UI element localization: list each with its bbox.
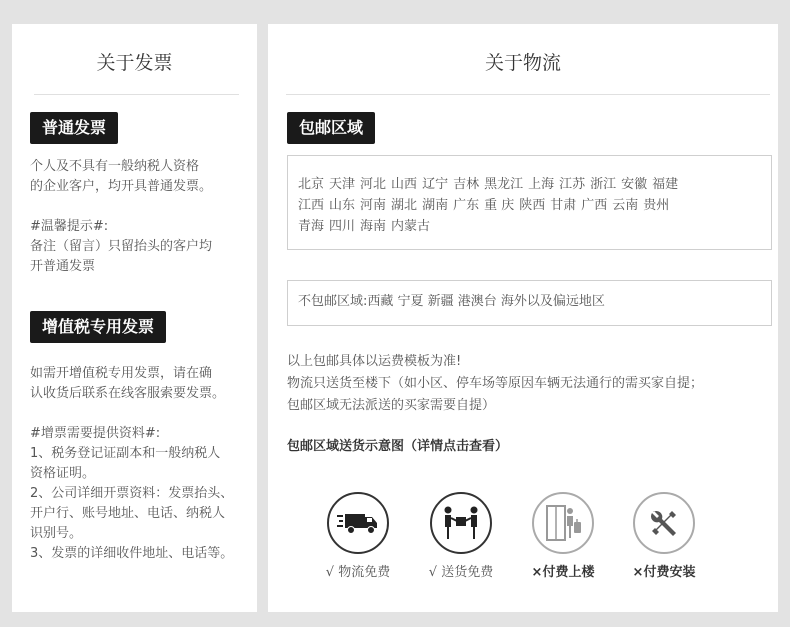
region-name: 浙江 bbox=[590, 177, 617, 192]
region-name: 黑龙江 bbox=[484, 177, 524, 192]
shipping-note-2: 物流只送货至楼下（如小区、停车场等原因车辆无法通行的需买家自提； bbox=[287, 376, 704, 391]
region-name: 贵州 bbox=[643, 198, 670, 213]
elevator-luggage-icon bbox=[532, 492, 594, 554]
shipping-note-1: 以上包邮具体以运费模板为准! bbox=[287, 354, 462, 369]
free-region-box bbox=[287, 155, 772, 250]
vat-invoice-badge: 增值税专用发票 bbox=[30, 311, 166, 343]
region-name: 上海 bbox=[528, 177, 555, 192]
region-name: 江西 bbox=[298, 198, 325, 213]
region-name: 江苏 bbox=[559, 177, 586, 192]
delivery-diagram-link[interactable]: 包邮区域送货示意图（详情点击查看） bbox=[287, 439, 509, 454]
tools-icon bbox=[633, 492, 695, 554]
shipping-note-3: 包邮区域无法派送的买家需要自提） bbox=[287, 398, 496, 413]
paid-upstairs-label: ×付费上楼 bbox=[531, 565, 595, 580]
region-name: 北京 bbox=[298, 177, 325, 192]
region-name: 重 庆 bbox=[484, 198, 515, 213]
tip-desc-1: 备注（留言）只留抬头的客户均 bbox=[30, 239, 213, 254]
delivery-person-icon bbox=[430, 492, 492, 554]
region-name: 陕西 bbox=[519, 198, 546, 213]
region-name: 吉林 bbox=[453, 177, 480, 192]
region-name: 内蒙古 bbox=[391, 219, 431, 234]
tip-desc-2: 开普通发票 bbox=[30, 259, 96, 274]
vat-req-title: #增票需要提供资料#: bbox=[30, 426, 161, 441]
region-name: 天津 bbox=[329, 177, 356, 192]
paid-install-label: ×付费安装 bbox=[632, 565, 696, 580]
free-shipping-badge: 包邮区域 bbox=[287, 112, 375, 144]
vat-req-line-5: 识别号。 bbox=[30, 526, 83, 541]
free-region-list bbox=[298, 174, 683, 237]
normal-invoice-desc-2: 的企业客户，均开具普通发票。 bbox=[30, 179, 213, 194]
region-row bbox=[298, 174, 683, 195]
invoice-panel bbox=[12, 24, 257, 612]
region-name: 广西 bbox=[581, 198, 608, 213]
region-name: 湖南 bbox=[422, 198, 449, 213]
region-name: 四川 bbox=[329, 219, 356, 234]
paid-upstairs-item bbox=[530, 492, 596, 580]
vat-req-line-4: 开户行、账号地址、电话、纳税人 bbox=[30, 506, 226, 521]
region-name: 河南 bbox=[360, 198, 387, 213]
region-name: 甘肃 bbox=[550, 198, 577, 213]
non-free-region-box bbox=[287, 280, 772, 326]
paid-install-item bbox=[631, 492, 697, 580]
vat-req-line-1: 1、税务登记证副本和一般纳税人 bbox=[30, 446, 221, 461]
delivery-free-item bbox=[428, 492, 494, 580]
region-name: 河北 bbox=[360, 177, 387, 192]
logistics-free-item bbox=[325, 492, 391, 580]
logistics-free-label: √ 物流免费 bbox=[325, 565, 391, 580]
region-name: 广东 bbox=[453, 198, 480, 213]
delivery-free-label: √ 送货免费 bbox=[428, 565, 494, 580]
region-name: 湖北 bbox=[391, 198, 418, 213]
non-free-region-text: 不包邮区域:西藏 宁夏 新疆 港澳台 海外以及偏远地区 bbox=[298, 294, 605, 309]
region-row bbox=[298, 195, 683, 216]
region-name: 青海 bbox=[298, 219, 325, 234]
vat-req-line-2: 资格证明。 bbox=[30, 466, 96, 481]
title-divider bbox=[34, 94, 239, 95]
region-row bbox=[298, 216, 683, 237]
invoice-title: 关于发票 bbox=[96, 52, 173, 74]
logistics-title: 关于物流 bbox=[484, 52, 561, 74]
region-name: 安徽 bbox=[621, 177, 648, 192]
vat-req-line-3: 2、公司详细开票资料：发票抬头、 bbox=[30, 486, 234, 501]
truck-icon bbox=[327, 492, 389, 554]
region-name: 辽宁 bbox=[422, 177, 449, 192]
region-name: 福建 bbox=[652, 177, 679, 192]
region-name: 山西 bbox=[391, 177, 418, 192]
normal-invoice-desc-1: 个人及不具有一般纳税人资格 bbox=[30, 159, 200, 174]
vat-req-line-6: 3、发票的详细收件地址、电话等。 bbox=[30, 546, 234, 561]
logistics-panel bbox=[268, 24, 778, 612]
tip-title: #温馨提示#: bbox=[30, 219, 109, 234]
region-name: 海南 bbox=[360, 219, 387, 234]
normal-invoice-badge: 普通发票 bbox=[30, 112, 118, 144]
title-divider bbox=[286, 94, 770, 95]
region-name: 山东 bbox=[329, 198, 356, 213]
region-name: 云南 bbox=[612, 198, 639, 213]
vat-desc-1: 如需开增值税专用发票，请在确 bbox=[30, 366, 213, 381]
vat-desc-2: 认收货后联系在线客服索要发票。 bbox=[30, 386, 226, 401]
